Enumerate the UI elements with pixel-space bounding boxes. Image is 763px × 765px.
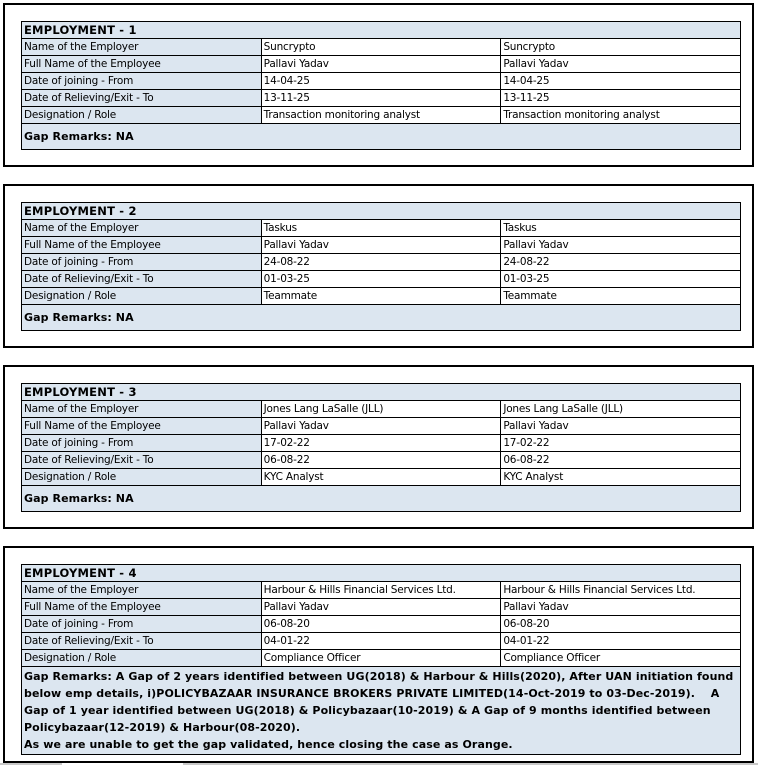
employment-4-table — [21, 564, 741, 755]
table-row — [22, 73, 741, 90]
gap-remarks-line: As we are unable to get the gap validated, hence closing the case as Orange. — [24, 738, 513, 751]
designation-value-1: KYC Analyst — [261, 469, 501, 486]
employer-value-1: Suncrypto — [261, 39, 501, 56]
employer-value-2: Taskus — [501, 220, 741, 237]
designation-value-1: Compliance Officer — [261, 650, 501, 667]
join-date-value-1: 24-08-22 — [261, 254, 501, 271]
exit-date-value-1: 04-01-22 — [261, 633, 501, 650]
gap-remarks-row — [22, 124, 741, 150]
employer-value-1: Jones Lang LaSalle (JLL) — [261, 401, 501, 418]
gap-remarks-line: Gap of 1 year identified between UG(2018) & Policybazaar(10-2019) & A Gap of 9 months identified between — [24, 704, 711, 717]
table-row — [22, 599, 741, 616]
gap-remarks-row — [22, 667, 741, 755]
table-row — [22, 56, 741, 73]
gap-remarks-line: Gap Remarks: A Gap of 2 years identified between UG(2018) & Harbour & Hills(2020), After UAN initiation found — [24, 670, 734, 683]
join-date-value-1: 14-04-25 — [261, 73, 501, 90]
exit-date-value-1: 01-03-25 — [261, 271, 501, 288]
employment-1-table — [21, 21, 741, 150]
gap-remarks: Gap Remarks: NA — [22, 124, 741, 150]
row-label: Full Name of the Employee — [22, 237, 262, 254]
employment-2-section — [3, 184, 754, 348]
gap-remarks-row — [22, 486, 741, 512]
table-row — [22, 220, 741, 237]
row-label: Designation / Role — [22, 469, 262, 486]
row-label: Full Name of the Employee — [22, 599, 262, 616]
employee-name-value-1: Pallavi Yadav — [261, 418, 501, 435]
table-row — [22, 616, 741, 633]
employer-value-1: Taskus — [261, 220, 501, 237]
table-row — [22, 271, 741, 288]
row-label: Name of the Employer — [22, 39, 262, 56]
employer-value-2: Harbour & Hills Financial Services Ltd. — [501, 582, 741, 599]
exit-date-value-1: 06-08-22 — [261, 452, 501, 469]
join-date-value-1: 17-02-22 — [261, 435, 501, 452]
employer-value-1: Harbour & Hills Financial Services Ltd. — [261, 582, 501, 599]
row-label: Full Name of the Employee — [22, 56, 262, 73]
exit-date-value-2: 01-03-25 — [501, 271, 741, 288]
join-date-value-2: 06-08-20 — [501, 616, 741, 633]
table-header-row — [22, 384, 741, 401]
designation-value-2: Compliance Officer — [501, 650, 741, 667]
table-row — [22, 582, 741, 599]
employee-name-value-2: Pallavi Yadav — [501, 418, 741, 435]
row-label: Name of the Employer — [22, 401, 262, 418]
table-row — [22, 418, 741, 435]
employee-name-value-2: Pallavi Yadav — [501, 56, 741, 73]
gap-remarks: Gap Remarks: NA — [22, 486, 741, 512]
table-row — [22, 452, 741, 469]
row-label: Designation / Role — [22, 650, 262, 667]
employee-name-value-1: Pallavi Yadav — [261, 237, 501, 254]
row-label: Date of joining - From — [22, 73, 262, 90]
employment-3-table — [21, 383, 741, 512]
row-label: Date of Relieving/Exit - To — [22, 90, 262, 107]
table-row — [22, 288, 741, 305]
designation-value-1: Teammate — [261, 288, 501, 305]
table-row — [22, 633, 741, 650]
row-label: Date of joining - From — [22, 435, 262, 452]
gap-remarks: Gap Remarks: NA — [22, 305, 741, 331]
row-label: Full Name of the Employee — [22, 418, 262, 435]
row-label: Designation / Role — [22, 288, 262, 305]
row-label: Name of the Employer — [22, 220, 262, 237]
table-row — [22, 39, 741, 56]
row-label: Date of Relieving/Exit - To — [22, 271, 262, 288]
row-label: Date of joining - From — [22, 254, 262, 271]
join-date-value-2: 17-02-22 — [501, 435, 741, 452]
row-label: Designation / Role — [22, 107, 262, 124]
employee-name-value-2: Pallavi Yadav — [501, 599, 741, 616]
row-label: Name of the Employer — [22, 582, 262, 599]
employee-name-value-2: Pallavi Yadav — [501, 237, 741, 254]
row-label: Date of joining - From — [22, 616, 262, 633]
row-label: Date of Relieving/Exit - To — [22, 452, 262, 469]
table-row — [22, 650, 741, 667]
table-row — [22, 107, 741, 124]
gap-remarks-row — [22, 305, 741, 331]
employer-value-2: Suncrypto — [501, 39, 741, 56]
exit-date-value-2: 06-08-22 — [501, 452, 741, 469]
designation-value-1: Transaction monitoring analyst — [261, 107, 501, 124]
employment-title: EMPLOYMENT - 2 — [22, 203, 741, 220]
exit-date-value-2: 13-11-25 — [501, 90, 741, 107]
join-date-value-2: 14-04-25 — [501, 73, 741, 90]
employee-name-value-1: Pallavi Yadav — [261, 56, 501, 73]
exit-date-value-1: 13-11-25 — [261, 90, 501, 107]
employment-3-section — [3, 365, 754, 529]
table-row — [22, 237, 741, 254]
table-header-row — [22, 22, 741, 39]
exit-date-value-2: 04-01-22 — [501, 633, 741, 650]
gap-remarks-line: below emp details, i)POLICYBAZAAR INSURANCE BROKERS PRIVATE LIMITED(14-Oct-2019 to 03-Dec-2019). A — [24, 687, 720, 700]
employment-1-section — [3, 3, 754, 167]
table-row — [22, 254, 741, 271]
employment-title: EMPLOYMENT - 1 — [22, 22, 741, 39]
employment-2-table — [21, 202, 741, 331]
join-date-value-2: 24-08-22 — [501, 254, 741, 271]
employer-value-2: Jones Lang LaSalle (JLL) — [501, 401, 741, 418]
gap-remarks — [22, 667, 741, 755]
designation-value-2: Teammate — [501, 288, 741, 305]
gap-remarks-line: Policybazaar(12-2019) & Harbour(08-2020). — [24, 721, 301, 734]
employment-title: EMPLOYMENT - 3 — [22, 384, 741, 401]
employee-name-value-1: Pallavi Yadav — [261, 599, 501, 616]
employment-4-section — [3, 546, 754, 763]
table-row — [22, 469, 741, 486]
table-row — [22, 90, 741, 107]
table-row — [22, 401, 741, 418]
table-header-row — [22, 203, 741, 220]
employment-title: EMPLOYMENT - 4 — [22, 565, 741, 582]
table-row — [22, 435, 741, 452]
table-header-row — [22, 565, 741, 582]
designation-value-2: Transaction monitoring analyst — [501, 107, 741, 124]
join-date-value-1: 06-08-20 — [261, 616, 501, 633]
designation-value-2: KYC Analyst — [501, 469, 741, 486]
row-label: Date of Relieving/Exit - To — [22, 633, 262, 650]
